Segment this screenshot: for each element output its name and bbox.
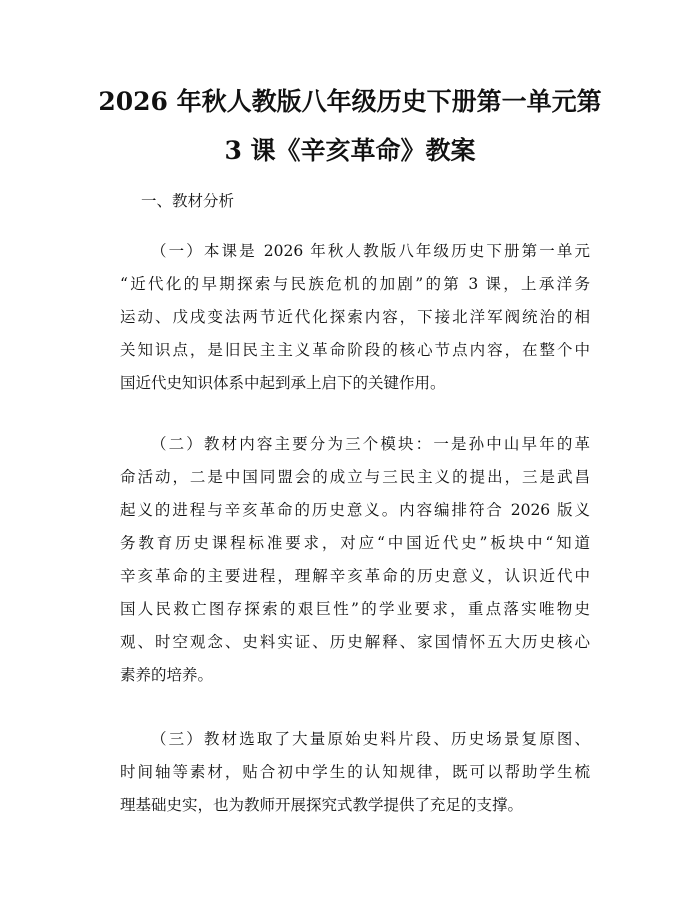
document-title-line-1: 2026 年秋人教版八年级历史下册第一单元第 (98, 87, 602, 116)
paragraph-line: （一）本课是 2026 年秋人教版八年级历史下册第一单元 (151, 242, 590, 260)
paragraph-line: “近代化的早期探索与民族危机的加剧”的第 3 课，上承洋务 (120, 275, 590, 293)
paragraph-line: （三）教材选取了大量原始史料片段、历史场景复原图、 (151, 730, 590, 748)
paragraph-line: （二）教材内容主要分为三个模块：一是孙中山早年的革 (151, 435, 590, 453)
paragraph-2 (120, 428, 590, 692)
paragraph-line: 起义的进程与辛亥革命的历史意义。内容编排符合 2026 版义 (120, 501, 590, 519)
document-title-line-2: 3 课《辛亥革命》教案 (224, 136, 476, 165)
paragraph-3 (120, 723, 590, 822)
paragraph-line: 观、时空观念、史料实证、历史解释、家国情怀五大历史核心 (120, 633, 590, 651)
paragraph-line: 理基础史实，也为教师开展探究式教学提供了充足的支撑。 (120, 796, 524, 814)
paragraph-line: 国人民救亡图存探索的艰巨性”的学业要求，重点落实唯物史 (120, 600, 590, 618)
paragraph-line: 关知识点，是旧民主主义革命阶段的核心节点内容，在整个中 (120, 341, 590, 359)
paragraph-line: 辛亥革命的主要进程，理解辛亥革命的历史意义，认识近代中 (120, 567, 590, 585)
section-heading: 一、教材分析 (141, 192, 235, 210)
paragraph-line: 务教育历史课程标准要求，对应“中国近代史”板块中“知道 (120, 534, 590, 552)
paragraph-line: 时间轴等素材，贴合初中学生的认知规律，既可以帮助学生梳 (120, 763, 590, 781)
paragraph-line: 命活动，二是中国同盟会的成立与三民主义的提出，三是武昌 (120, 468, 590, 486)
paragraph-line: 国近代史知识体系中起到承上启下的关键作用。 (120, 374, 446, 392)
paragraph-line: 运动、戊戌变法两节近代化探索内容，下接北洋军阀统治的相 (120, 308, 590, 326)
paragraph-1 (120, 235, 590, 400)
paragraph-line: 素养的培养。 (120, 666, 214, 684)
